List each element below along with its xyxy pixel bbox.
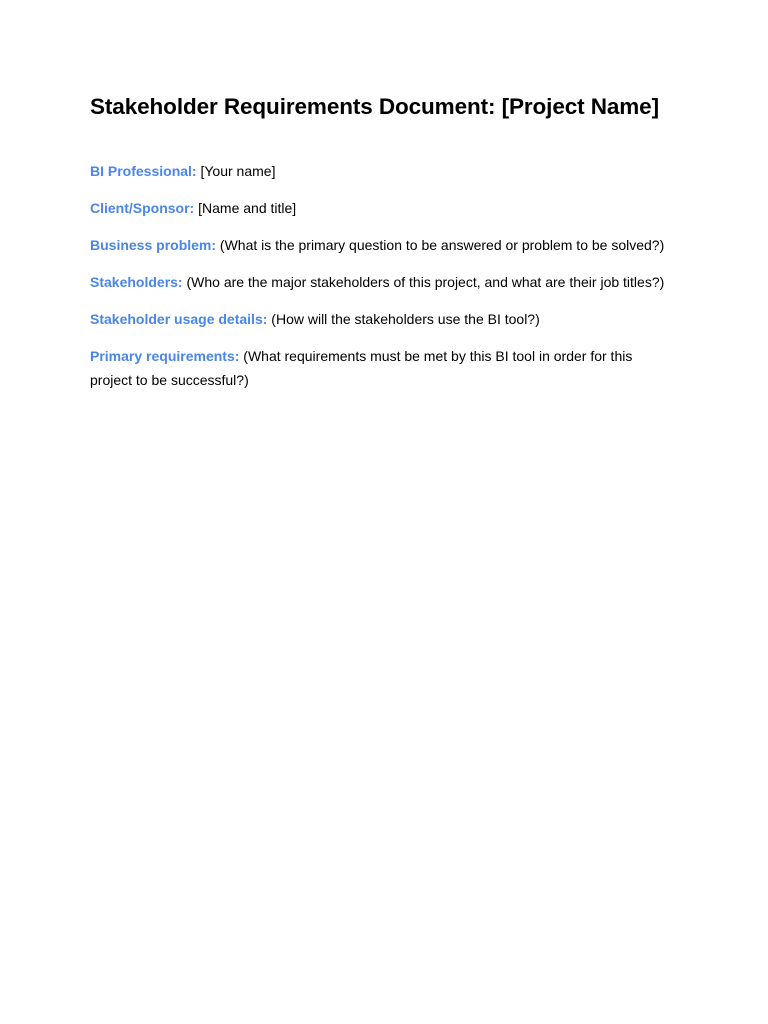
field-label: BI Professional: (90, 163, 197, 179)
field-stakeholder-usage-details (90, 307, 678, 331)
field-label: Client/Sponsor: (90, 200, 195, 216)
field-primary-requirements (90, 344, 678, 392)
field-value: (What is the primary question to be answered or problem to be solved?) (219, 237, 665, 253)
field-value: (How will the stakeholders use the BI tool?) (271, 311, 540, 327)
field-list (90, 159, 678, 392)
field-stakeholders (90, 270, 678, 294)
field-value: (Who are the major stakeholders of this project, and what are their job titles?) (186, 274, 665, 290)
field-label: Stakeholders: (90, 274, 183, 290)
field-value: [Your name] (200, 163, 276, 179)
field-label: Primary requirements: (90, 348, 240, 364)
field-label: Business problem: (90, 237, 217, 253)
field-business-problem (90, 233, 678, 257)
field-value: [Name and title] (198, 200, 297, 216)
field-value: (What requirements must be met by this BI tool in order for this project to be successful?) (90, 348, 633, 388)
document-title: Stakeholder Requirements Document: [Project Name] (90, 94, 659, 119)
field-client-sponsor (90, 196, 678, 220)
field-bi-professional (90, 159, 678, 183)
field-label: Stakeholder usage details: (90, 311, 268, 327)
